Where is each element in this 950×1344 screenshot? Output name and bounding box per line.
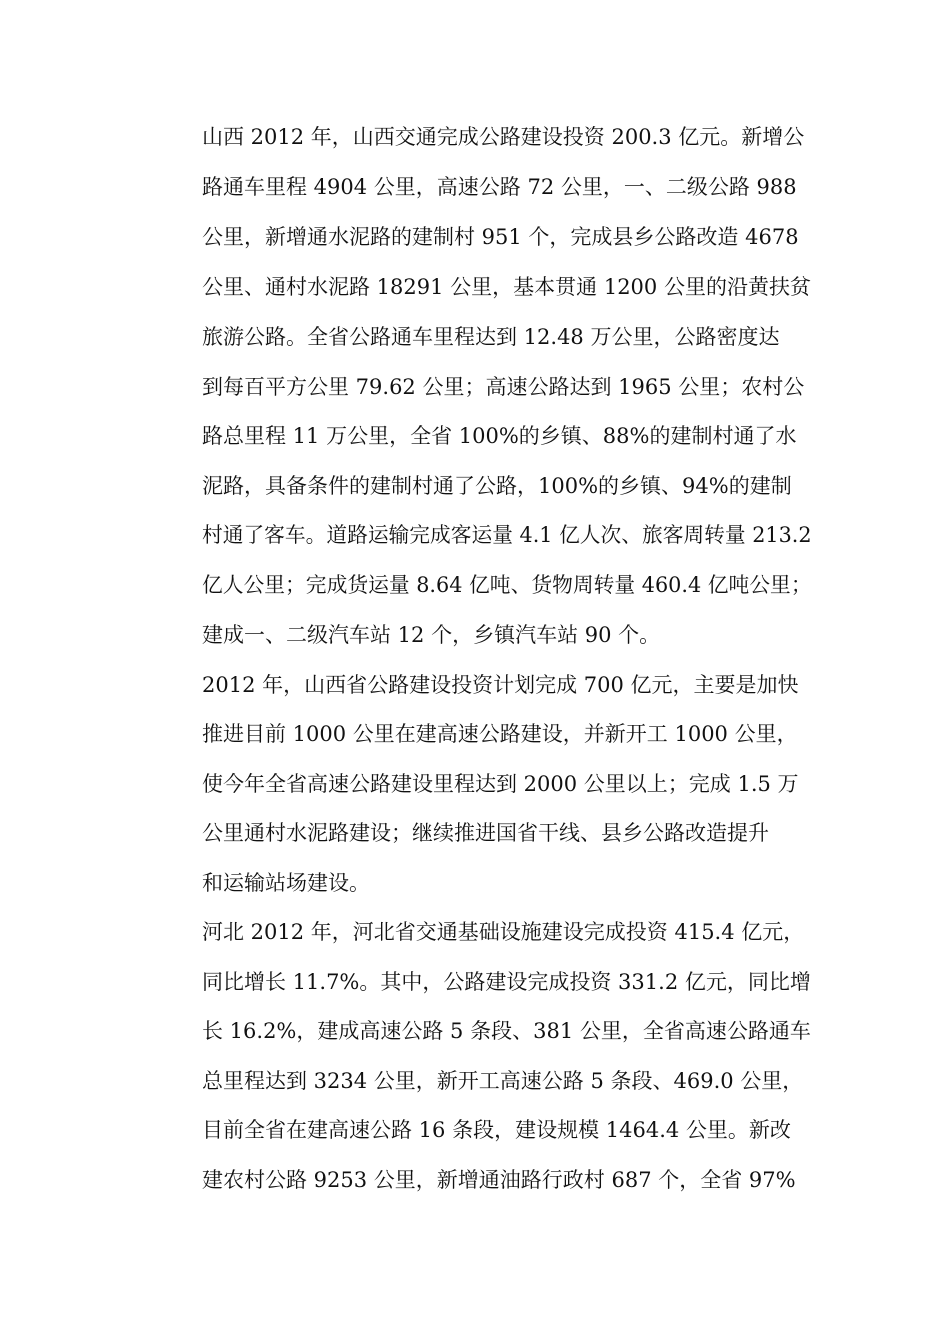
text-line: 旅游公路。全省公路通车里程达到 12.48 万公里，公路密度达 <box>202 325 780 349</box>
text-line: 同比增长 11.7%。其中，公路建设完成投资 331.2 亿元，同比增 <box>202 970 811 994</box>
text-line: 路总里程 11 万公里，全省 100%的乡镇、88%的建制村通了水 <box>202 424 797 448</box>
text-line: 山西 2012 年，山西交通完成公路建设投资 200.3 亿元。新增公 <box>202 125 805 149</box>
text-line: 河北 2012 年，河北省交通基础设施建设完成投资 415.4 亿元， <box>202 920 805 944</box>
text-line: 推进目前 1000 公里在建高速公路建设，并新开工 1000 公里， <box>202 722 798 746</box>
text-line: 村通了客车。道路运输完成客运量 4.1 亿人次、旅客周转量 213.2 <box>202 523 812 547</box>
text-line: 建农村公路 9253 公里，新增通油路行政村 687 个，全省 97% <box>202 1168 796 1192</box>
text-line: 长 16.2%，建成高速公路 5 条段、381 公里，全省高速公路通车 <box>202 1019 811 1043</box>
text-line: 路通车里程 4904 公里，高速公路 72 公里，一、二级公路 988 <box>202 175 797 199</box>
text-line: 公里通村水泥路建设；继续推进国省干线、县乡公路改造提升 <box>202 821 769 845</box>
text-line: 使今年全省高速公路建设里程达到 2000 公里以上；完成 1.5 万 <box>202 772 799 796</box>
text-line: 和运输站场建设。 <box>202 871 370 895</box>
text-line: 公里、通村水泥路 18291 公里，基本贯通 1200 公里的沿黄扶贫 <box>202 275 811 299</box>
text-line: 公里，新增通水泥路的建制村 951 个，完成县乡公路改造 4678 <box>202 225 799 249</box>
text-line: 目前全省在建高速公路 16 条段，建设规模 1464.4 公里。新改 <box>202 1118 791 1142</box>
text-line: 亿人公里；完成货运量 8.64 亿吨、货物周转量 460.4 亿吨公里； <box>202 573 812 597</box>
text-line: 泥路，具备条件的建制村通了公路，100%的乡镇、94%的建制 <box>202 474 792 498</box>
text-line: 2012 年，山西省公路建设投资计划完成 700 亿元，主要是加快 <box>202 673 799 697</box>
text-line: 总里程达到 3234 公里，新开工高速公路 5 条段、469.0 公里， <box>202 1069 804 1093</box>
text-line: 到每百平方公里 79.62 公里；高速公路达到 1965 公里；农村公 <box>202 375 805 399</box>
text-line: 建成一、二级汽车站 12 个，乡镇汽车站 90 个。 <box>202 623 661 647</box>
